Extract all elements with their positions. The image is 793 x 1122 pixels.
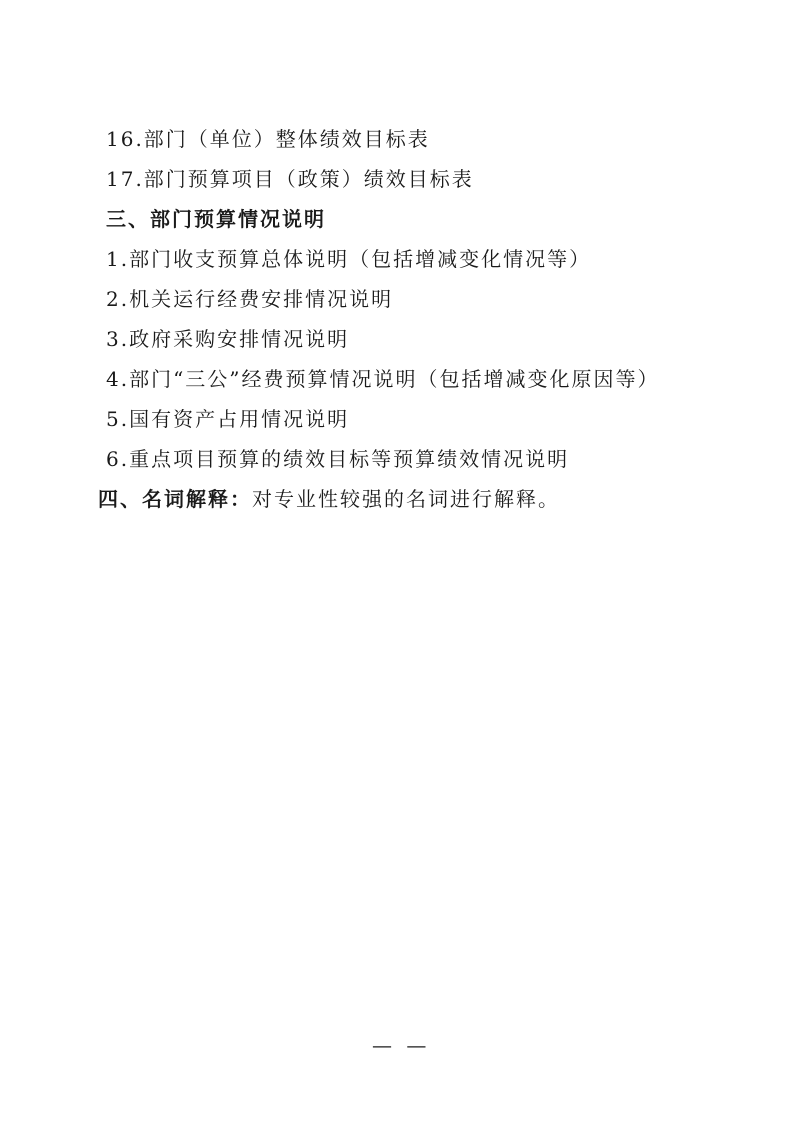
section-three-heading: 三、部门预算情况说明 [106,207,326,231]
section-three-item-4: 4.部门“三公”经费预算情况说明（包括增减变化原因等） [106,367,660,391]
section-four-paragraph [98,487,560,511]
list-item-16: 16.部门（单位）整体绩效目标表 [106,127,430,151]
list-item-17: 17.部门预算项目（政策）绩效目标表 [106,167,474,191]
section-three-item-6: 6.重点项目预算的绩效目标等预算绩效情况说明 [106,447,570,471]
section-three-item-2: 2.机关运行经费安排情况说明 [106,287,394,311]
section-three-item-5: 5.国有资产占用情况说明 [106,407,350,431]
page-footer-mark: — — [372,1033,431,1057]
section-four-text: 对专业性较强的名词进行解释。 [252,487,560,511]
section-three-item-1: 1.部门收支预算总体说明（包括增减变化情况等） [106,247,592,271]
section-three-item-3: 3.政府采购安排情况说明 [106,327,350,351]
section-four-heading: 四、名词解释： [98,487,252,511]
